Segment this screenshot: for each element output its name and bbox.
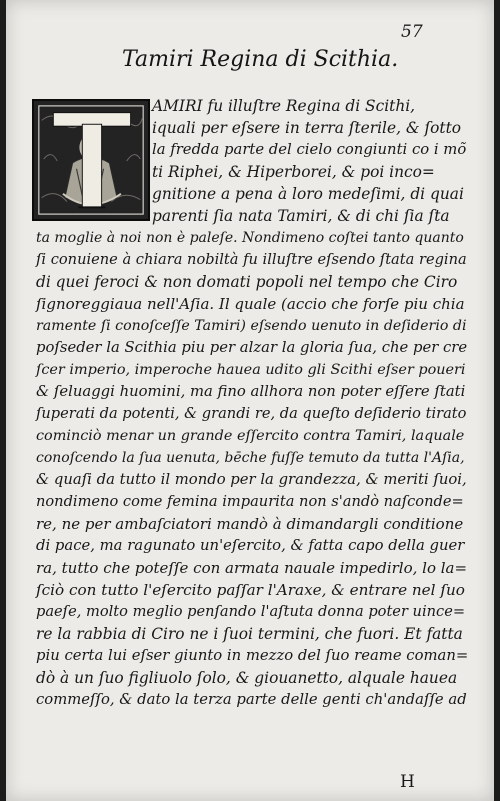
text-line: AMIRI fu illuſtre Regina di Scithi, <box>152 97 416 115</box>
text-line: paeſe, molto meglio penſando l'aſtuta donna poter uince= <box>36 603 466 620</box>
text-line: ſcer imperio, imperoche hauea udito gli Scithi eſser poueri <box>36 362 466 378</box>
text-line: & ſeluaggi huomini, ma fino allhora non poter eſſere ſtati <box>36 383 466 400</box>
text-line: conoſcendo la ſua uenuta, bēche fuſſe temuto da tutta l'Aſia, <box>36 450 465 466</box>
text-line: & quaſi da tutto il mondo per la grandezza, & meriti ſuoi, <box>36 471 467 488</box>
text-line: gnitione a pena à loro medeſimi, di quai <box>152 185 464 203</box>
text-line: ramente ſi conoſceſſe Tamiri) eſsendo uenuto in deſiderio di <box>36 318 467 334</box>
page-title: Tamiri Regina di Scithia. <box>122 47 399 72</box>
text-line: ſuperati da potenti, & grandi re, da queſto deſiderio tirato <box>36 405 467 422</box>
text-line: di pace, ma ragunato un'eſercito, & fatta capo della guer <box>36 537 465 554</box>
text-line: ſignoreggiaua nell'Aſia. Il quale (accio che forſe piu chia <box>36 295 465 313</box>
text-line: iquali per eſsere in terra ſterile, & ſotto <box>152 119 462 137</box>
signature-mark: H <box>400 772 415 792</box>
text-line: ti Riphei, & Hiperborei, & poi inco= <box>152 163 435 181</box>
text-line: parenti ſia nata Tamiri, & di chi ſia ſta <box>152 207 450 225</box>
text-line: la fredda parte del cielo congiunti co i mõ <box>152 141 467 158</box>
text-line: ta moglie à noi non è paleſe. Nondimeno coſtei tanto quanto <box>36 230 464 246</box>
text-line: poſseder la Scithia piu per alzar la gloria ſua, che per cre <box>36 339 468 356</box>
text-line: nondimeno come femina impaurita non s'andò naſconde= <box>36 493 464 510</box>
text-line: piu certa lui eſser giunto in mezzo del ſuo reame coman= <box>36 647 469 664</box>
text-line: dò à un ſuo figliuolo ſolo, & giouanetto, alquale hauea <box>36 669 458 687</box>
text-line: ra, tutto che poteſſe con armata nauale impedirlo, lo la= <box>36 559 468 577</box>
text-line: ſi conuiene à chiara nobiltà fu illuſtre eſsendo ſtata regina <box>36 251 467 268</box>
woodcut-initial-icon <box>32 99 150 221</box>
book-page <box>6 0 494 801</box>
text-line: ſciò con tutto l'eſercito paſſar l'Araxe, & entrare nel ſuo <box>36 581 465 599</box>
woodcut-initial-art <box>34 101 148 219</box>
text-line: di quei feroci & non domati popoli nel tempo che Ciro <box>36 273 458 291</box>
page-number: 57 <box>401 22 423 42</box>
text-line: cominciò menar un grande eſſercito contra Tamiri, laquale <box>36 428 465 444</box>
text-line: re, ne per ambaſciatori mandò à dimandargli conditione <box>36 515 464 533</box>
text-line: commeſſo, & dato la terza parte delle genti ch'andaſſe ad <box>36 691 467 708</box>
text-line: re la rabbia di Ciro ne i ſuoi termini, che fuori. Et fatta <box>36 625 463 643</box>
